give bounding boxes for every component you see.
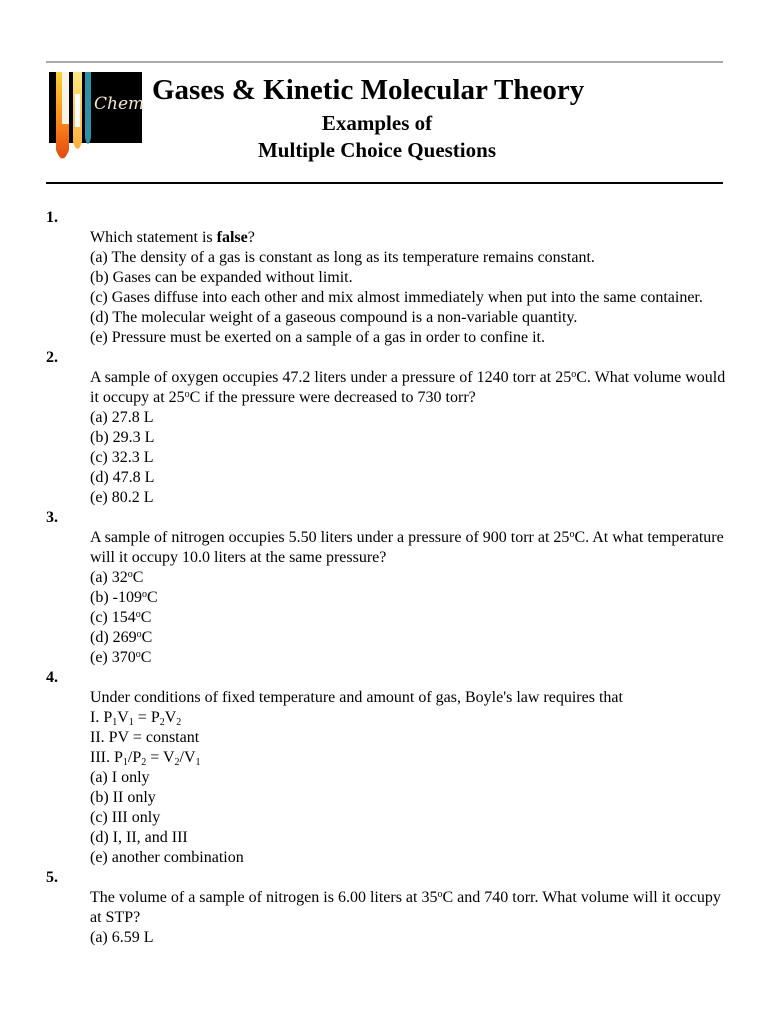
answer-option (90, 448, 726, 468)
subtitle-line-2: Multiple Choice Questions (257, 138, 496, 162)
text-segment: II. PV = constant (90, 729, 200, 746)
answer-option (90, 648, 726, 668)
answer-option (90, 828, 726, 848)
answer-option (90, 288, 726, 308)
question-item (46, 348, 726, 508)
text-segment: o (571, 369, 577, 380)
text-segment: (b) -109 (90, 589, 142, 606)
text-segment: (c) III only (90, 809, 161, 826)
text-segment: 1 (122, 757, 128, 768)
question-stem (90, 228, 726, 248)
question-body (90, 528, 726, 668)
text-segment: (a) The density of a gas is constant as long as its temperature remains constant. (90, 249, 595, 266)
question-number: 3. (46, 509, 58, 526)
question-body (90, 688, 726, 868)
answer-option (90, 328, 726, 348)
answer-option (90, 588, 726, 608)
text-segment: V (164, 709, 177, 726)
text-segment: o (184, 389, 190, 400)
text-segment: C. At what temperature will it occupy 10.0 liters at the same pressure? (90, 529, 724, 566)
question-item (46, 508, 726, 668)
question-body (90, 888, 726, 948)
subtitle-line-1: Examples of (321, 111, 433, 135)
text-segment: C (140, 609, 152, 626)
page-title: Gases & Kinetic Molecular Theory (152, 74, 585, 106)
answer-option (90, 608, 726, 628)
question-number: 5. (46, 869, 58, 886)
question-number: 4. (46, 669, 58, 686)
answer-option (90, 268, 726, 288)
question-list (46, 208, 726, 948)
text-segment: (e) 80.2 L (90, 489, 154, 506)
answer-option (90, 308, 726, 328)
answer-option (90, 928, 726, 948)
text-segment: C. What volume would it occupy at 25 (90, 369, 726, 406)
text-segment: (e) another combination (90, 849, 244, 866)
text-segment: C and 740 torr. What volume will it occupy at STP? (90, 889, 721, 926)
answer-option (90, 848, 726, 868)
answer-option (90, 748, 726, 768)
text-segment: 1 (128, 717, 134, 728)
text-segment: (d) 47.8 L (90, 469, 155, 486)
question-item (46, 208, 726, 348)
answer-option (90, 408, 726, 428)
text-segment: 2 (176, 717, 182, 728)
text-segment: C (132, 569, 144, 586)
text-segment: C (141, 629, 153, 646)
answer-option (90, 428, 726, 448)
answer-option (90, 728, 726, 748)
answer-option (90, 468, 726, 488)
text-segment: A sample of oxygen occupies 47.2 liters under a pressure of 1240 torr at 25 (90, 369, 572, 386)
question-number: 2. (46, 349, 58, 366)
text-segment: 1 (195, 757, 201, 768)
text-segment: C (140, 649, 152, 666)
question-stem (90, 368, 726, 408)
text-segment: (b) 29.3 L (90, 429, 155, 446)
text-segment: ? (247, 229, 255, 246)
text-segment: o (437, 889, 443, 900)
text-segment: The volume of a sample of nitrogen is 6.00 liters at 35 (90, 889, 438, 906)
text-segment: (e) Pressure must be exerted on a sample of a gas in order to confine it. (90, 329, 545, 346)
text-segment: III. P (90, 749, 123, 766)
test-tubes-icon (49, 72, 145, 167)
text-segment: (c) 32.3 L (90, 449, 154, 466)
answer-option (90, 808, 726, 828)
text-segment: o (127, 569, 133, 580)
text-segment: V (117, 709, 129, 726)
question-body (90, 228, 726, 348)
text-segment: (d) 269 (90, 629, 137, 646)
question-stem (90, 688, 726, 708)
text-segment: 2 (174, 757, 180, 768)
question-body (90, 368, 726, 508)
answer-option (90, 788, 726, 808)
answer-option (90, 628, 726, 648)
text-segment: o (135, 649, 141, 660)
text-segment: Under conditions of fixed temperature and amount of gas, Boyle's law requires that (90, 689, 623, 706)
text-segment: (a) 32 (90, 569, 128, 586)
text-segment: (b) II only (90, 789, 156, 806)
answer-option (90, 488, 726, 508)
answer-option (90, 568, 726, 588)
text-segment: (a) I only (90, 769, 150, 786)
text-segment: /P (127, 749, 142, 766)
text-segment: I. P (90, 709, 113, 726)
question-number: 1. (46, 209, 58, 226)
text-segment: o (136, 629, 142, 640)
text-segment: 1 (112, 717, 118, 728)
text-segment: (e) 370 (90, 649, 136, 666)
text-segment: (b) Gases can be expanded without limit. (90, 269, 353, 286)
text-segment: C (146, 589, 158, 606)
text-segment: (d) I, II, and III (90, 829, 188, 846)
text-segment: (c) Gases diffuse into each other and mix almost immediately when put into the same container. (90, 289, 703, 306)
question-item (46, 868, 726, 948)
text-segment: false (216, 229, 248, 246)
text-segment: = V (146, 749, 175, 766)
header-divider (46, 182, 723, 184)
text-segment: (a) 27.8 L (90, 409, 154, 426)
answer-option (90, 708, 726, 728)
text-segment: 2 (141, 757, 147, 768)
text-segment: (a) 6.59 L (90, 929, 154, 946)
text-segment: (c) 154 (90, 609, 136, 626)
text-segment: A sample of nitrogen occupies 5.50 liters under a pressure of 900 torr at 25 (90, 529, 570, 546)
answer-option (90, 248, 726, 268)
text-segment: 2 (159, 717, 165, 728)
answer-option (90, 768, 726, 788)
text-segment: C if the pressure were decreased to 730 torr? (189, 389, 476, 406)
text-segment: /V (179, 749, 196, 766)
logo-label: Chem (94, 94, 145, 114)
question-stem (90, 528, 726, 568)
chem-logo (49, 72, 145, 143)
text-segment: (d) The molecular weight of a gaseous compound is a non-variable quantity. (90, 309, 578, 326)
text-segment: o (141, 589, 147, 600)
text-segment: = P (133, 709, 160, 726)
text-segment: o (135, 609, 141, 620)
question-stem (90, 888, 726, 928)
top-rule (46, 61, 723, 63)
text-segment: Which statement is (90, 229, 217, 246)
question-item (46, 668, 726, 868)
text-segment: o (569, 529, 575, 540)
